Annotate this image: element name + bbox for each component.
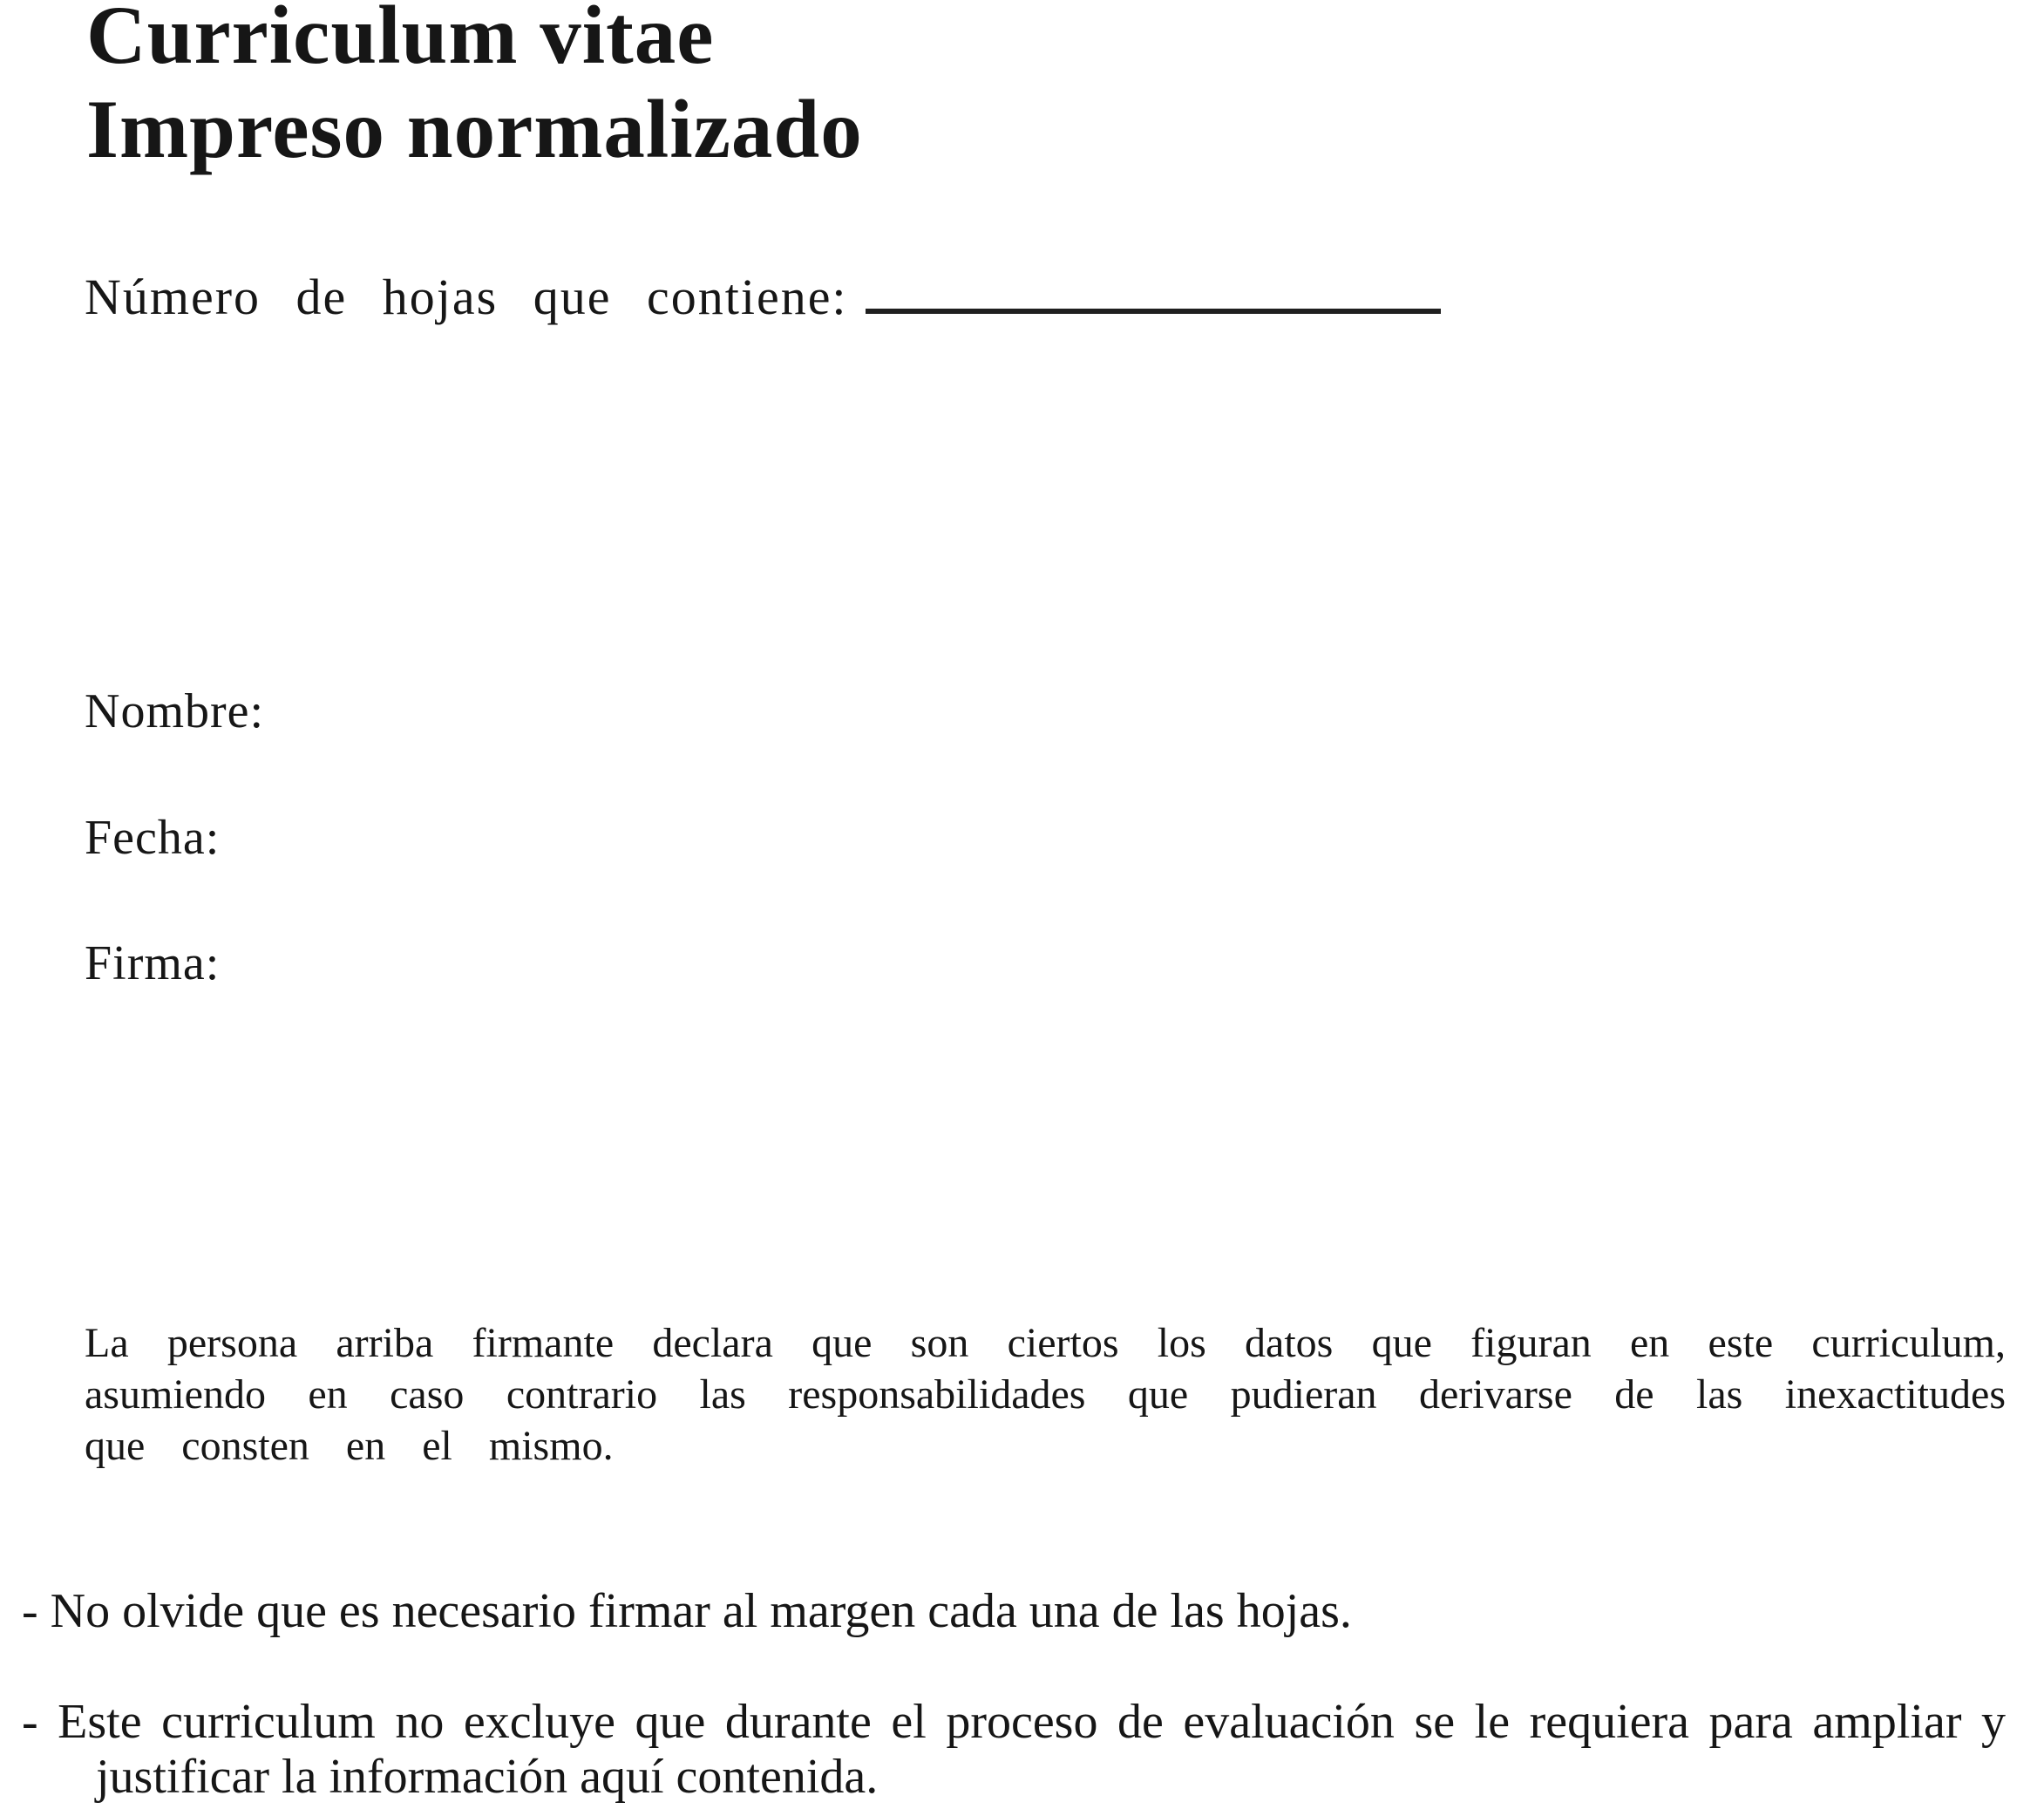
note-additional-information: - Este curriculum no excluye que durante el proceso de evaluación se le requiera para ampliar y justificar la información aquí contenida. (22, 1695, 2006, 1804)
pages-count-row (85, 258, 1441, 328)
page-title-line-2: Impreso normalizado (86, 83, 863, 175)
date-label: Fecha: (85, 811, 221, 865)
note-sign-every-page: - No olvide que es necesario firmar al margen cada una de las hojas. (22, 1584, 1352, 1638)
page-title (86, 0, 863, 176)
declaration-paragraph: La persona arriba firmante declara que son ciertos los datos que figuran en este curriculum, asumiendo en caso contrario las responsabilidades que pudieran derivarse de las inexactitudes que consten en el mismo. (85, 1320, 2006, 1469)
page-title-line-1: Curriculum vitae (86, 0, 715, 81)
signature-label: Firma: (85, 936, 221, 990)
name-label: Nombre: (85, 684, 265, 738)
pages-count-label: Número de hojas que contiene: (85, 269, 848, 325)
pages-count-blank-line (866, 258, 1441, 314)
